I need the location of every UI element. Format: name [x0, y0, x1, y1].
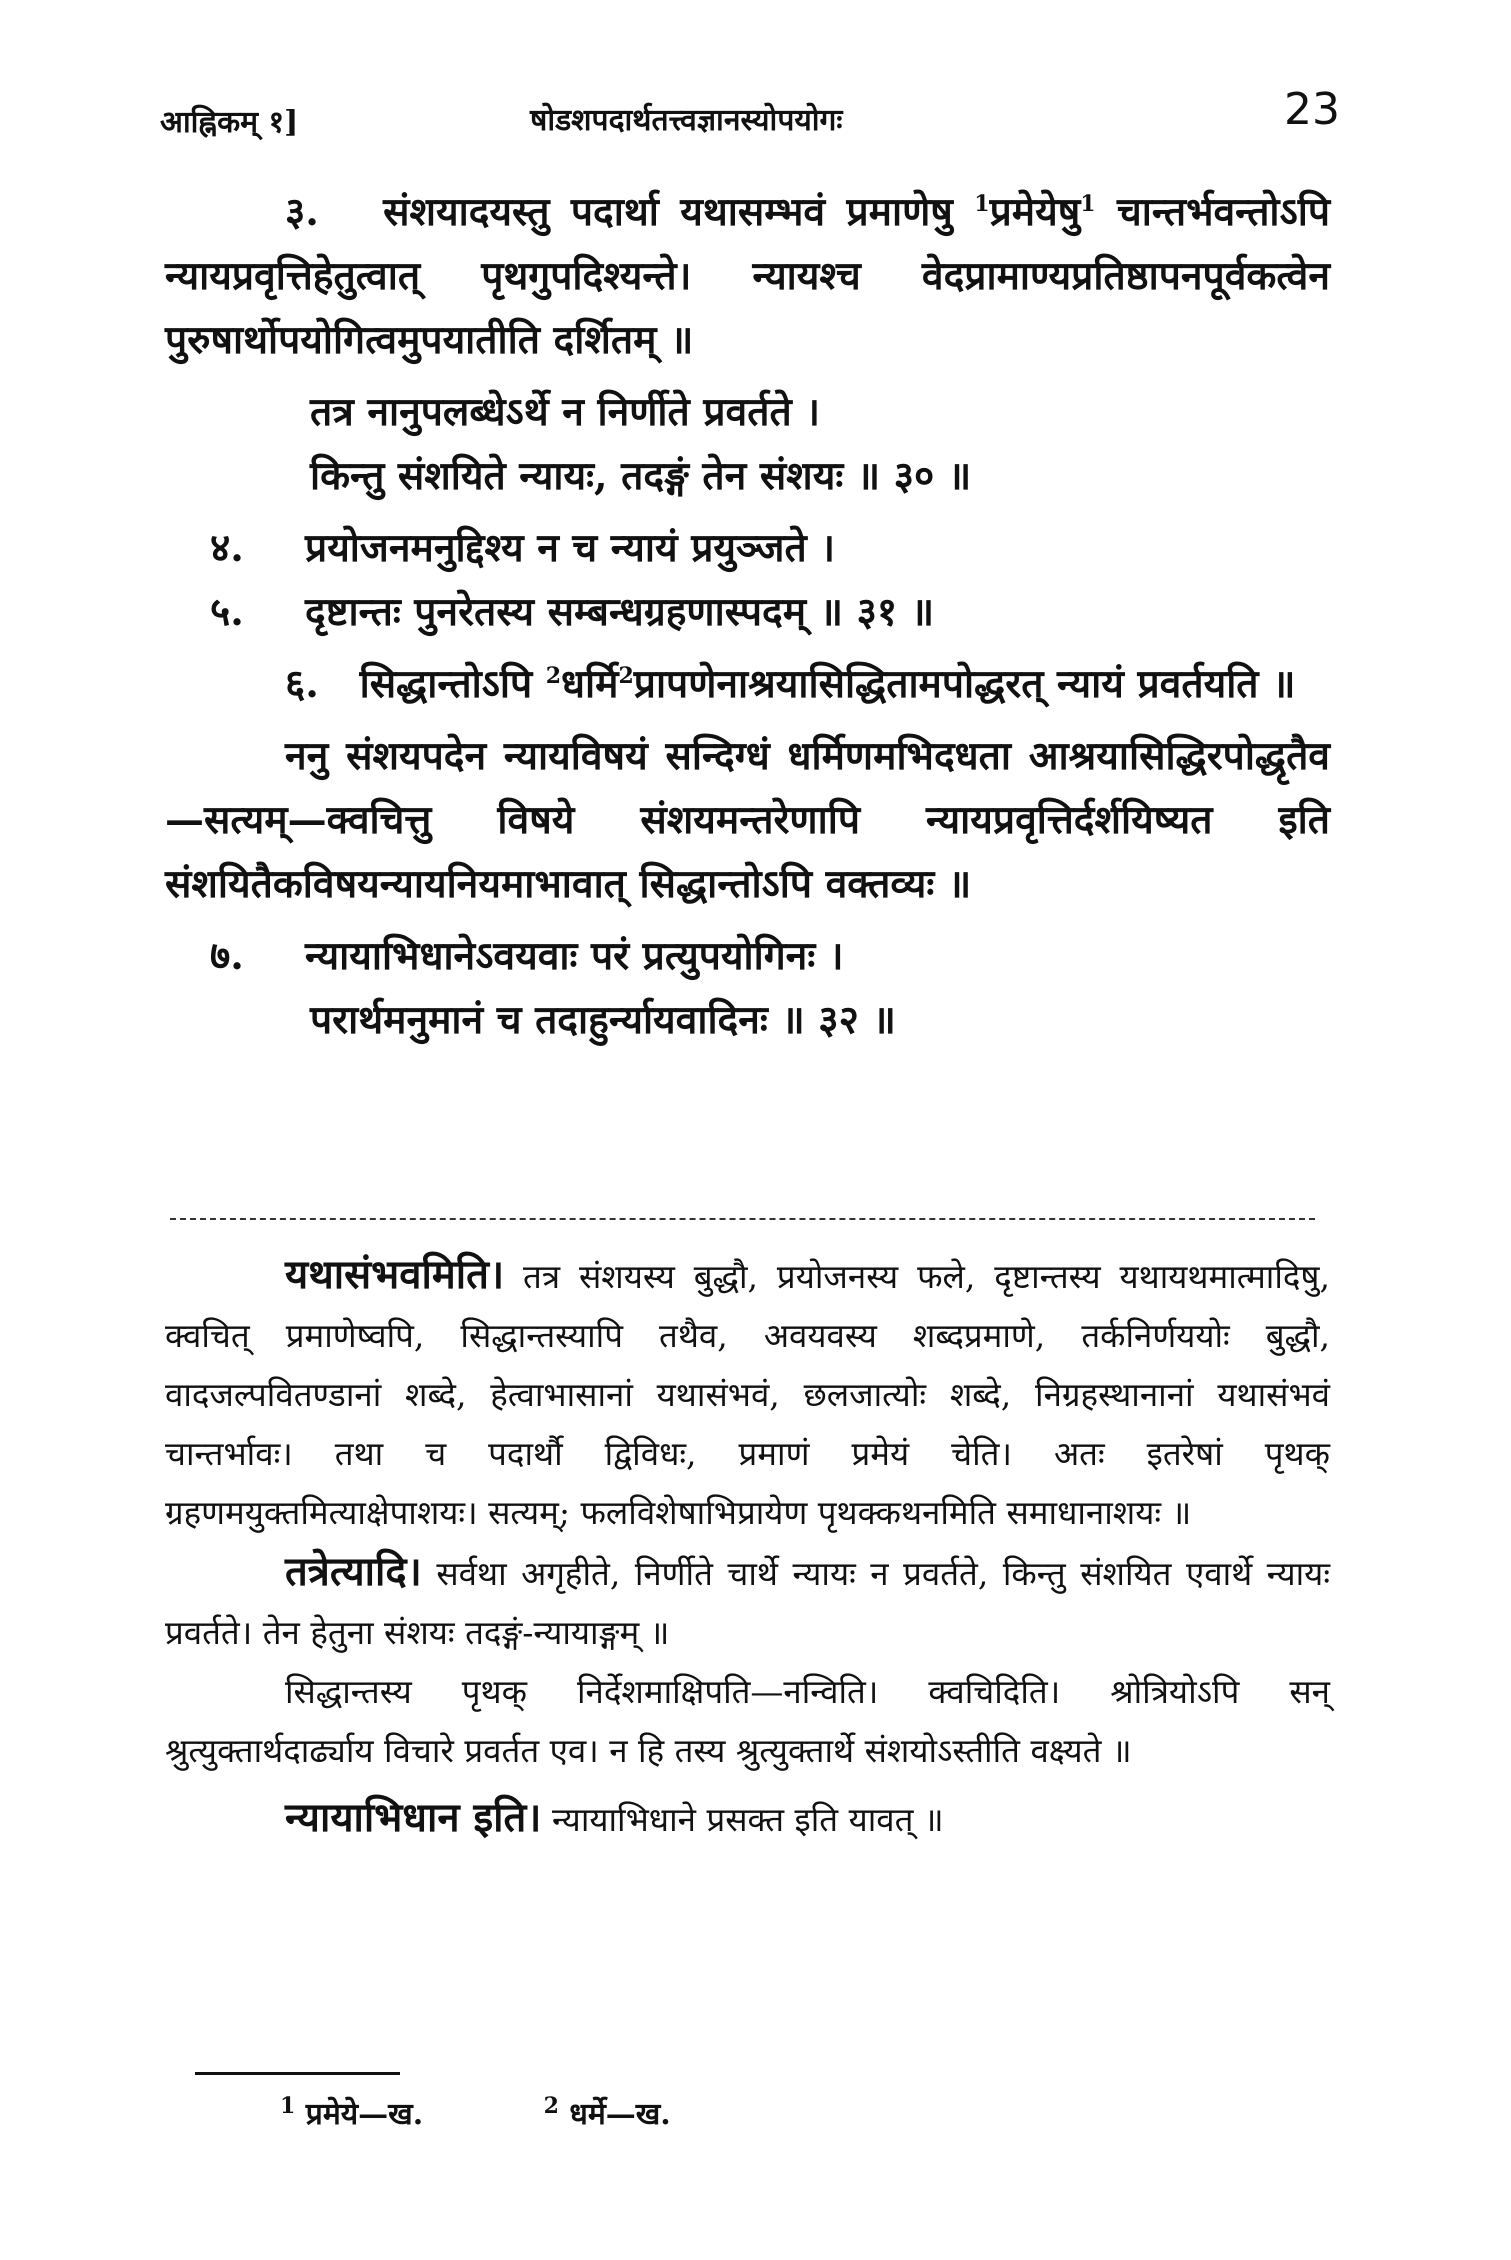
- commentary-paragraph: सिद्धान्तस्य पृथक् निर्देशमाक्षिपति—नन्विति। क्वचिदिति। श्रोत्रियोऽपि सन् श्रुत्युक्तार्थदार्ढ्याय विचारे प्रवर्तत एव। न हि तस्य श्रुत्युक्तार्थे संशयोऽस्तीति वक्ष्यते ॥: [165, 1672, 1330, 1770]
- commentary-text: न्यायाभिधाने प्रसक्त इति यावत् ॥: [541, 1800, 944, 1839]
- verse-text: न्यायाभिधानेऽवयवाः परं प्रत्युपयोगिनः ।: [305, 933, 844, 979]
- paragraph-text: प्रापणेनाश्रयासिद्धितामपोद्धरत् न्यायं प्रवर्तयति ॥: [633, 661, 1296, 707]
- verse-32-line-2: परार्थमनुमानं च तदाहुर्न्यायवादिनः ॥ ३२ ॥: [310, 997, 896, 1043]
- footnote-ref: 1: [1080, 191, 1096, 217]
- paragraph-4: [165, 516, 1330, 580]
- footnote-marker: 2: [543, 2093, 559, 2119]
- commentary-lemma: यथासंभवमिति।: [285, 1251, 505, 1298]
- paragraph-6: [165, 652, 1330, 716]
- commentary-lemma: न्यायाभिधान इति।: [285, 1794, 542, 1841]
- paragraph-text: प्रमेयेषु: [989, 189, 1081, 235]
- paragraph-text: धर्मि: [561, 661, 619, 707]
- footnote-text: धर्मे—ख.: [558, 2097, 671, 2132]
- paragraph-text: प्रयोजनमनुद्दिश्य न च न्यायं प्रयुञ्जते ।: [305, 525, 836, 571]
- verse-30-line-1: तत्र नानुपलब्धेऽर्थे न निर्णीते प्रवर्तते ।: [310, 389, 821, 435]
- footnotes: [280, 2092, 781, 2133]
- footnote-rule: [195, 2072, 400, 2075]
- paragraph-nanu: ननु संशयपदेन न्यायविषयं सन्दिग्धं धर्मिणमभिदधता आश्रयासिद्धिरपोद्धृतैव—सत्यम्—क्वचित्तु विषये संशयमन्तरेणापि न्यायप्रवृत्तिर्दर्शयिष्यत इति संशयितैकविषयन्यायनियमाभावात् सिद्धान्तोऽपि वक्तव्यः ॥: [165, 733, 1330, 907]
- footnote-text: प्रमेये—ख.: [295, 2097, 424, 2132]
- footnote-2: [543, 2093, 671, 2132]
- paragraph-number: ७.: [210, 933, 244, 979]
- running-title: षोडशपदार्थतत्त्वज्ञानस्योपयोगः: [530, 103, 843, 138]
- commentary-paragraph: [165, 1542, 1330, 1662]
- footnote-1: [280, 2093, 424, 2132]
- section-divider: [170, 1218, 1315, 1220]
- page-number: 23: [1284, 84, 1340, 135]
- commentary-text: सर्वथा अगृहीते, निर्णीते चार्थे न्यायः न प्रवर्तते, किन्तु संशयित एवार्थे न्यायः प्रवर्तते। तेन हेतुना संशयः तदङ्गं-न्यायाङ्गम् ॥: [165, 1554, 1330, 1652]
- chapter-label: आह्निकम् १]: [160, 105, 299, 140]
- commentary-lemma: तत्रेत्यादि।: [285, 1548, 422, 1595]
- main-text: [165, 180, 1330, 1052]
- paragraph-number: ३.: [285, 189, 319, 235]
- paragraph-text: संशयादयस्तु पदार्था यथासम्भवं प्रमाणेषु: [383, 189, 975, 235]
- footnote-ref: 1: [974, 191, 990, 217]
- verse-32-line-1: [165, 924, 1330, 988]
- paragraph-text: चान्तर्भवन्तोऽपि न्यायप्रवृत्तिहेतुत्वात् पृथगुपदिश्यन्ते। न्यायश्च वेदप्रामाण्यप्रतिष्ठापनपूर्वकत्वेन पुरुषार्थोपयोगित्वमुपयातीति दर्शितम् ॥: [165, 189, 1330, 363]
- footnote-ref: 2: [618, 663, 634, 689]
- footnote-marker: 1: [280, 2093, 296, 2119]
- verse-30-line-2: किन्तु संशयिते न्यायः, तदङ्गं तेन संशयः ॥ ३० ॥: [310, 453, 972, 499]
- paragraph-number: ५.: [210, 589, 244, 635]
- paragraph-5: [165, 580, 1330, 644]
- commentary-paragraph: [165, 1788, 1330, 1849]
- commentary-paragraph: [165, 1245, 1330, 1542]
- commentary: [165, 1245, 1330, 1849]
- paragraph-text: सिद्धान्तोऽपि: [359, 661, 546, 707]
- running-header: [160, 84, 1340, 148]
- paragraph-number: ६.: [285, 661, 319, 707]
- commentary-text: तत्र संशयस्य बुद्धौ, प्रयोजनस्य फले, दृष्टान्तस्य यथायथमात्मादिषु, क्वचित् प्रमाणेष्वपि, सिद्धान्तस्यापि तथैव, अवयवस्य शब्दप्रमाणे, तर्कनिर्णययोः बुद्धौ, वादजल्पवितण्डानां शब्दे, हेत्वाभासानां यथासंभवं, छलजात्योः शब्दे, निग्रहस्थानानां यथासंभवं चान्तर्भावः। तथा च पदार्थौ द्विविधः, प्रमाणं प्रमेयं चेति। अतः इतरेषां पृथक् ग्रहणमयुक्तमित्याक्षेपाशयः। सत्यम्; फलविशेषाभिप्रायेण पृथक्कथनमिति समाधानाशयः ॥: [165, 1257, 1330, 1532]
- paragraph-text: दृष्टान्तः पुनरेतस्य सम्बन्धग्रहणास्पदम् ॥ ३१ ॥: [305, 589, 935, 635]
- footnote-ref: 2: [545, 663, 562, 689]
- paragraph-3: [165, 180, 1330, 372]
- paragraph-number: ४.: [210, 525, 244, 571]
